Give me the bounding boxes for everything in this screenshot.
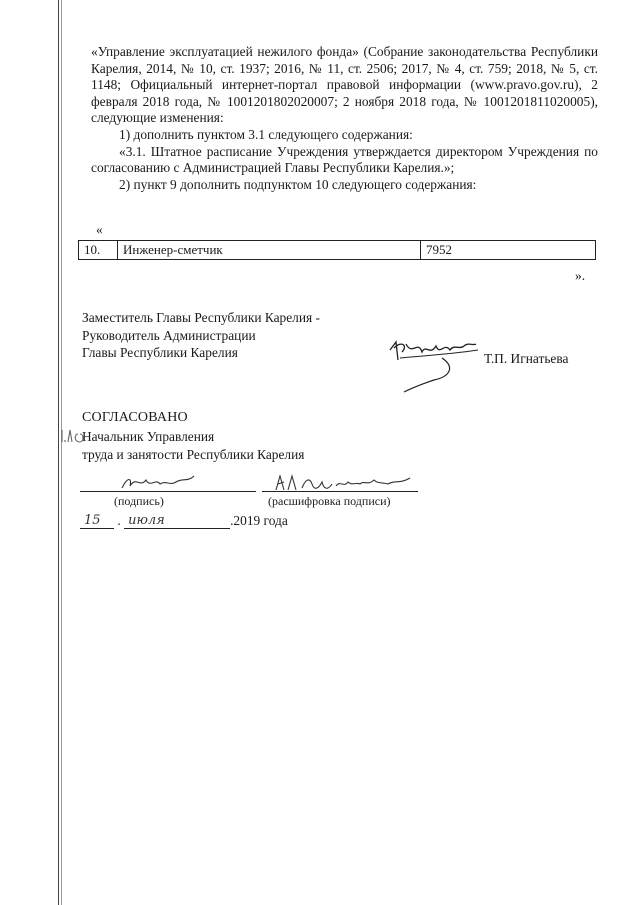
opening-quote: « xyxy=(96,222,103,237)
signature-line xyxy=(80,490,256,492)
approval-heading: СОГЛАСОВАНО xyxy=(82,410,188,425)
table-cell-code: 7952 xyxy=(421,241,596,260)
closing-quote: ». xyxy=(575,268,586,283)
signatory-name: Т.П. Игнатьева xyxy=(484,351,569,366)
decoding-caption: (расшифровка подписи) xyxy=(268,494,391,508)
margin-rule-secondary xyxy=(61,0,62,905)
positions-table xyxy=(78,240,596,260)
paragraph-item-1: 1) дополнить пунктом 3.1 следующего содержания: xyxy=(119,126,413,142)
signatory-block xyxy=(82,309,320,362)
date-day: 15 xyxy=(84,513,101,528)
date-day-field xyxy=(80,514,114,529)
approval-date: 15 . июля .2019 года xyxy=(80,513,288,529)
date-month: июля xyxy=(128,513,165,528)
amendment-text xyxy=(91,44,598,193)
approval-department: труда и занятости Республики Карелия xyxy=(82,446,305,462)
table-cell-number: 10. xyxy=(79,241,118,260)
approver-signature xyxy=(118,470,208,496)
paragraph-quote-3-1: «3.1. Штатное расписание Учреждения утверждается директором Учреждения по согласованию с Администрацией Главы Республики Карелия.»; xyxy=(91,143,598,176)
date-year: .2019 года xyxy=(230,513,288,528)
date-month-field xyxy=(124,514,230,529)
signatory-title-line-3: Главы Республики Карелия xyxy=(82,345,238,360)
signature-caption: (подпись) xyxy=(114,494,164,508)
approval-lines xyxy=(82,428,304,463)
signatory-title-line-1: Заместитель Главы Республики Карелия - xyxy=(82,310,320,325)
table-cell-position: Инженер-сметчик xyxy=(118,241,421,260)
signatory-signature xyxy=(382,336,482,396)
paragraph-item-2: 2) пункт 9 дополнить подпунктом 10 следующего содержания: xyxy=(119,176,477,192)
paragraph-intro: «Управление эксплуатацией нежилого фонда» (Собрание законодательства Республики Карелия, 2014, № 10, ст. 1937; 2016, № 11, ст. 2506; 2017, № 4, ст. 759; 2018, № 5, ст. 1148; Официальный интернет-портал правовой информации (www.pravo.gov.ru), 2 февраля 2018 года, № 1001201802020007; 2 ноября 2018 года, № 1001201811020005), следующие изменения: xyxy=(91,44,598,126)
margin-rule xyxy=(58,0,59,905)
approval-position: Начальник Управления xyxy=(82,429,215,444)
decoding-line xyxy=(262,490,418,492)
decoding-signature-handwritten xyxy=(270,470,420,496)
signatory-title-line-2: Руководитель Администрации xyxy=(82,327,256,343)
table-row xyxy=(79,241,596,260)
